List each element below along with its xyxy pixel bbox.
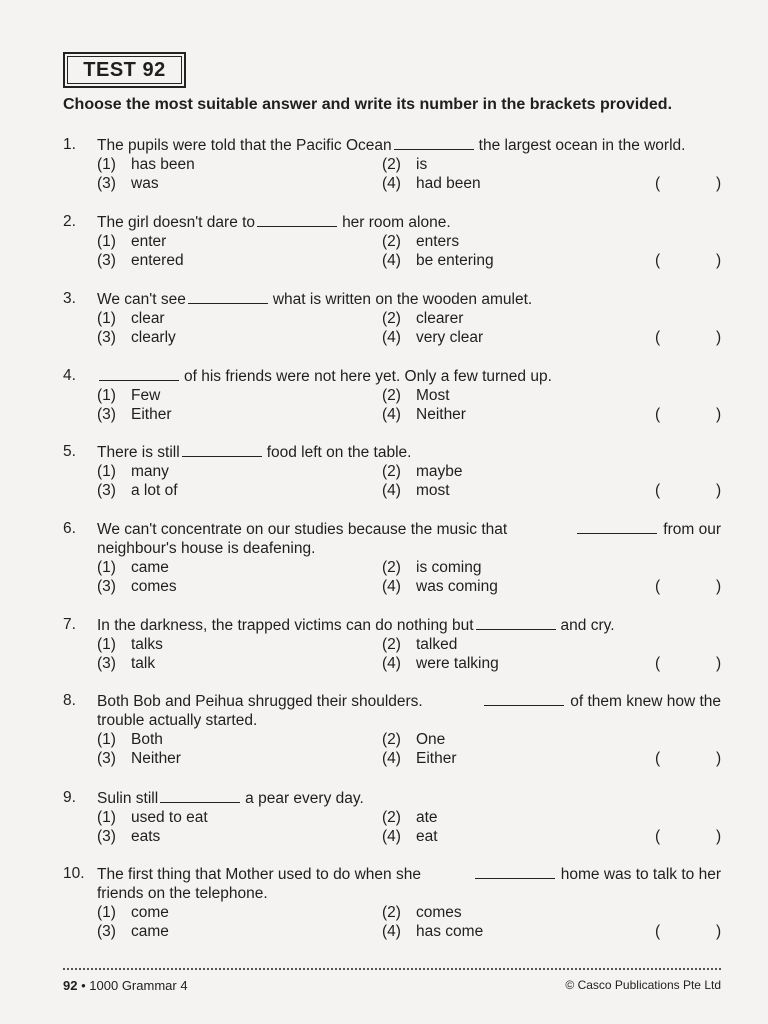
option-text: has come — [416, 923, 484, 940]
option-number: (1) — [97, 310, 116, 327]
option-number: (2) — [382, 904, 401, 921]
option-number: (4) — [382, 828, 401, 845]
option-text: clearer — [416, 310, 464, 327]
answer-bracket-close[interactable]: ) — [716, 175, 722, 192]
footer-divider — [63, 968, 721, 970]
option-text: enter — [131, 233, 167, 250]
stem-text: of them knew how the — [570, 693, 721, 710]
answer-bracket-open[interactable]: ( — [655, 923, 661, 940]
option-number: (3) — [97, 175, 116, 192]
answer-bracket-close[interactable]: ) — [716, 750, 722, 767]
stem-text: trouble actually started. — [97, 712, 258, 729]
option-number: (4) — [382, 750, 401, 767]
option-number: (2) — [382, 387, 401, 404]
option-text: Neither — [416, 406, 466, 423]
answer-option — [382, 481, 450, 500]
option-number: (1) — [97, 387, 116, 404]
option-number: (3) — [97, 923, 116, 940]
answer-option — [97, 577, 177, 596]
stem-text: Both Bob and Peihua shrugged their shoulders. — [97, 693, 423, 710]
option-number: (1) — [97, 463, 116, 480]
option-text: Neither — [131, 750, 181, 767]
option-text: come — [131, 904, 169, 921]
option-number: (4) — [382, 482, 401, 499]
option-text: were talking — [416, 655, 499, 672]
option-number: (3) — [97, 329, 116, 346]
stem-text: The pupils were told that the Pacific Ocean — [97, 137, 392, 154]
question-stem-line — [97, 865, 721, 884]
question-stem-line — [97, 539, 721, 558]
stem-text: what is written on the wooden amulet. — [272, 291, 533, 308]
answer-option — [382, 174, 481, 193]
answer-option — [382, 251, 494, 270]
answer-blank — [394, 136, 474, 150]
answer-bracket-close[interactable]: ) — [716, 828, 722, 845]
option-number: (1) — [97, 636, 116, 653]
question-stem — [97, 136, 721, 155]
answer-blank — [99, 367, 179, 381]
answer-blank — [475, 865, 555, 879]
answer-bracket-close[interactable]: ) — [716, 329, 722, 346]
stem-text: friends on the telephone. — [97, 885, 268, 902]
stem-text: food left on the table. — [266, 444, 412, 461]
option-text: came — [131, 923, 169, 940]
option-text: a lot of — [131, 482, 178, 499]
option-number: (1) — [97, 156, 116, 173]
answer-option — [382, 635, 457, 654]
option-number: (1) — [97, 559, 116, 576]
option-text: very clear — [416, 329, 484, 346]
option-text: is — [416, 156, 428, 173]
stem-text: We can't see — [97, 291, 186, 308]
question-number: 5. — [63, 443, 76, 460]
option-number: (1) — [97, 233, 116, 250]
answer-option — [97, 635, 163, 654]
answer-blank — [476, 616, 556, 630]
test-title: TEST 92 — [67, 56, 182, 84]
question-number: 6. — [63, 520, 76, 537]
stem-text: Sulin still — [97, 790, 159, 807]
answer-option — [97, 405, 172, 424]
stem-text: neighbour's house is deafening. — [97, 540, 316, 557]
option-text: most — [416, 482, 450, 499]
answer-bracket-open[interactable]: ( — [655, 406, 661, 423]
answer-bracket-close[interactable]: ) — [716, 578, 722, 595]
answer-blank — [160, 789, 240, 803]
answer-blank — [577, 520, 657, 534]
option-number: (4) — [382, 252, 401, 269]
question-stem — [97, 616, 721, 635]
option-number: (3) — [97, 482, 116, 499]
instruction-text: Choose the most suitable answer and write its number in the brackets provided. — [63, 96, 673, 113]
stem-text: of his friends were not here yet. Only a few turned up. — [184, 368, 552, 385]
option-number: (3) — [97, 750, 116, 767]
answer-option — [97, 922, 169, 941]
answer-option — [382, 232, 459, 251]
answer-option — [382, 730, 445, 749]
option-number: (1) — [97, 731, 116, 748]
footer-page-info — [63, 978, 188, 993]
answer-bracket-close[interactable]: ) — [716, 655, 722, 672]
answer-option — [97, 386, 160, 405]
answer-bracket-close[interactable]: ) — [716, 482, 722, 499]
option-number: (2) — [382, 809, 401, 826]
option-text: has been — [131, 156, 195, 173]
answer-bracket-close[interactable]: ) — [716, 923, 722, 940]
stem-text: The first thing that Mother used to do when she — [97, 866, 421, 883]
answer-option — [97, 903, 169, 922]
option-number: (4) — [382, 578, 401, 595]
answer-bracket-open[interactable]: ( — [655, 252, 661, 269]
option-number: (2) — [382, 559, 401, 576]
stem-text: home was to talk to her — [560, 866, 721, 883]
answer-option — [382, 155, 427, 174]
question-stem — [97, 520, 721, 558]
stem-text: The girl doesn't dare to — [97, 214, 256, 231]
blank-group — [575, 520, 721, 539]
question-stem — [97, 865, 721, 903]
question-stem-line — [97, 136, 721, 155]
option-text: Both — [131, 731, 163, 748]
question-stem-line — [97, 367, 721, 386]
question-stem — [97, 290, 721, 309]
answer-bracket-open[interactable]: ( — [655, 329, 661, 346]
option-number: (4) — [382, 329, 401, 346]
answer-option — [97, 155, 195, 174]
answer-option — [382, 405, 466, 424]
option-text: Either — [416, 750, 457, 767]
question-number: 9. — [63, 789, 76, 806]
question-number: 3. — [63, 290, 76, 307]
question-stem-line — [97, 789, 721, 808]
answer-blank — [188, 290, 268, 304]
option-text: clear — [131, 310, 165, 327]
copyright-notice: © Casco Publications Pte Ltd — [565, 978, 721, 992]
option-text: had been — [416, 175, 481, 192]
question-stem-line — [97, 884, 721, 903]
option-text: came — [131, 559, 169, 576]
option-text: entered — [131, 252, 184, 269]
option-text: was coming — [416, 578, 498, 595]
answer-option — [97, 654, 155, 673]
option-text: One — [416, 731, 446, 748]
option-text: Either — [131, 406, 172, 423]
page-number: 92 — [63, 978, 78, 993]
question-stem-line — [97, 616, 721, 635]
answer-option — [97, 309, 165, 328]
question-stem-line — [97, 213, 721, 232]
option-number: (2) — [382, 636, 401, 653]
option-number: (3) — [97, 828, 116, 845]
stem-text: and cry. — [560, 617, 615, 634]
option-number: (2) — [382, 463, 401, 480]
option-text: talk — [131, 655, 156, 672]
option-text: comes — [416, 904, 462, 921]
option-text: talks — [131, 636, 163, 653]
answer-blank — [257, 213, 337, 227]
answer-option — [382, 462, 463, 481]
option-text: many — [131, 463, 169, 480]
answer-bracket-open[interactable]: ( — [655, 482, 661, 499]
answer-option — [382, 808, 438, 827]
answer-bracket-open[interactable]: ( — [655, 175, 661, 192]
stem-text: There is still — [97, 444, 180, 461]
option-text: talked — [416, 636, 458, 653]
question-stem — [97, 367, 721, 386]
answer-blank — [182, 443, 262, 457]
answer-option — [382, 654, 499, 673]
option-number: (3) — [97, 655, 116, 672]
option-text: ate — [416, 809, 438, 826]
answer-option — [97, 462, 169, 481]
question-stem-line — [97, 711, 721, 730]
answer-blank — [484, 692, 564, 706]
stem-text: the largest ocean in the world. — [478, 137, 686, 154]
option-text: comes — [131, 578, 177, 595]
option-number: (2) — [382, 233, 401, 250]
option-text: eat — [416, 828, 438, 845]
option-text: enters — [416, 233, 460, 250]
question-stem-line — [97, 290, 721, 309]
answer-option — [97, 251, 184, 270]
answer-option — [97, 328, 176, 347]
option-text: be entering — [416, 252, 494, 269]
answer-bracket-open[interactable]: ( — [655, 828, 661, 845]
answer-option — [97, 481, 178, 500]
stem-text: We can't concentrate on our studies because the music that — [97, 521, 508, 538]
option-number: (2) — [382, 731, 401, 748]
answer-option — [382, 827, 438, 846]
option-text: clearly — [131, 329, 176, 346]
answer-option — [382, 922, 483, 941]
answer-option — [97, 174, 159, 193]
option-text: Few — [131, 387, 161, 404]
question-number: 7. — [63, 616, 76, 633]
stem-text: her room alone. — [342, 214, 451, 231]
option-number: (4) — [382, 406, 401, 423]
answer-option — [382, 749, 457, 768]
answer-bracket-open[interactable]: ( — [655, 655, 661, 672]
answer-option — [382, 328, 483, 347]
question-stem — [97, 692, 721, 730]
question-stem — [97, 213, 721, 232]
test-title-box — [63, 52, 186, 88]
option-number: (1) — [97, 904, 116, 921]
question-number: 1. — [63, 136, 76, 153]
answer-option — [97, 730, 163, 749]
option-text: eats — [131, 828, 161, 845]
blank-group — [473, 865, 721, 884]
question-stem-line — [97, 520, 721, 539]
answer-option — [382, 558, 481, 577]
stem-text: In the darkness, the trapped victims can do nothing but — [97, 617, 474, 634]
question-number: 10. — [63, 865, 85, 882]
option-number: (3) — [97, 578, 116, 595]
answer-bracket-close[interactable]: ) — [716, 252, 722, 269]
question-stem-line — [97, 692, 721, 711]
option-number: (3) — [97, 252, 116, 269]
answer-option — [97, 749, 181, 768]
option-text: is coming — [416, 559, 482, 576]
stem-text: a pear every day. — [245, 790, 364, 807]
option-text: Most — [416, 387, 450, 404]
answer-option — [382, 577, 498, 596]
question-number: 8. — [63, 692, 76, 709]
option-text: maybe — [416, 463, 463, 480]
option-number: (2) — [382, 156, 401, 173]
answer-option — [97, 808, 208, 827]
option-number: (1) — [97, 809, 116, 826]
answer-option — [382, 309, 463, 328]
answer-bracket-close[interactable]: ) — [716, 406, 722, 423]
answer-option — [97, 827, 160, 846]
question-stem-line — [97, 443, 721, 462]
answer-option — [97, 558, 169, 577]
blank-group — [482, 692, 721, 711]
option-text: used to eat — [131, 809, 208, 826]
answer-option — [382, 903, 462, 922]
answer-bracket-open[interactable]: ( — [655, 750, 661, 767]
question-number: 2. — [63, 213, 76, 230]
option-number: (3) — [97, 406, 116, 423]
question-stem — [97, 443, 721, 462]
answer-option — [97, 232, 166, 251]
option-number: (4) — [382, 923, 401, 940]
book-title: 1000 Grammar 4 — [89, 978, 188, 993]
option-number: (2) — [382, 310, 401, 327]
answer-option — [382, 386, 450, 405]
question-stem — [97, 789, 721, 808]
stem-text: from our — [663, 521, 721, 538]
answer-bracket-open[interactable]: ( — [655, 578, 661, 595]
footer-separator: • — [81, 978, 86, 993]
question-number: 4. — [63, 367, 76, 384]
option-number: (4) — [382, 175, 401, 192]
option-text: was — [131, 175, 159, 192]
option-number: (4) — [382, 655, 401, 672]
